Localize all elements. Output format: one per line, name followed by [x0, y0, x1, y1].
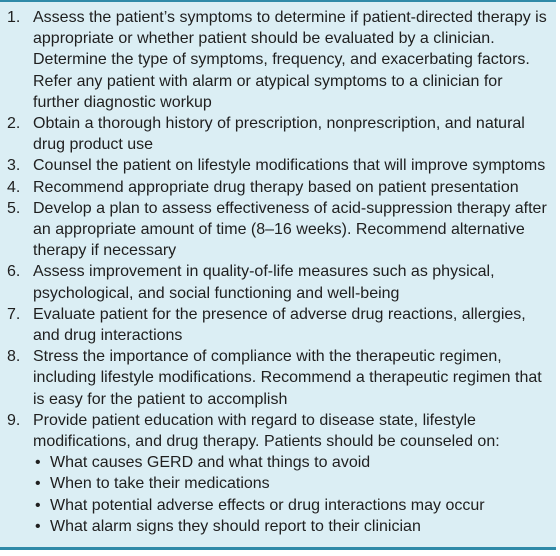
counseling-bullet-list: [33, 452, 550, 537]
step-text: Stress the importance of compliance with the therapeutic regimen, including lifestyle modifications. Recommend a therapeutic regimen that is easy for the patient to accomplish: [33, 348, 542, 408]
step-text: Provide patient education with regard to disease state, lifestyle modifications, and drug therapy. Patients should be counseled on:: [33, 411, 500, 451]
step-number: 7.: [7, 305, 21, 323]
step-number: 3.: [7, 157, 21, 175]
step-number: 5.: [7, 199, 21, 217]
step-item: [0, 7, 550, 113]
step-text: Recommend appropriate drug therapy based on patient presentation: [33, 178, 519, 196]
step-text: Assess improvement in quality-of-life measures such as physical, psychological, and social functioning and well-being: [33, 263, 495, 302]
step-text: Obtain a thorough history of prescription, nonprescription, and natural drug product use: [33, 115, 525, 154]
step-number: 8.: [7, 348, 21, 366]
step-item: [0, 410, 550, 537]
bullet-icon: •: [35, 517, 41, 535]
step-number: 1.: [7, 9, 21, 26]
bullet-icon: •: [35, 454, 41, 472]
bullet-text: What potential adverse effects or drug interactions may occur: [50, 496, 485, 514]
bullet-item: [33, 495, 550, 516]
step-item: [0, 346, 550, 410]
step-number: 4.: [7, 178, 21, 196]
bullet-text: When to take their medications: [50, 475, 270, 493]
step-text: Assess the patient’s symptoms to determine if patient-directed therapy is appropriate or whether patient should be evaluated by a clinician. Determine the type of symptoms, frequency, and exacerbating factors. Refer any patient with alarm or atypical symptoms to a clinician for further diagnostic workup: [33, 9, 547, 111]
bullet-text: What alarm signs they should report to their clinician: [50, 517, 421, 535]
step-item: [0, 155, 550, 176]
step-item: [0, 304, 550, 346]
bullet-item: [33, 473, 550, 494]
bullet-icon: •: [35, 496, 41, 514]
bullet-item: [33, 452, 550, 473]
step-text: Develop a plan to assess effectiveness of acid-suppression therapy after an appropriate amount of time (8–16 weeks). Recommend alternative therapy if necessary: [33, 199, 547, 260]
bullet-item: [33, 516, 550, 537]
step-list: [0, 2, 556, 537]
bullet-icon: •: [35, 475, 41, 493]
step-number: 9.: [7, 411, 21, 429]
step-item: [0, 198, 550, 262]
step-number: 2.: [7, 115, 21, 133]
bullet-text: What causes GERD and what things to avoid: [50, 454, 371, 472]
step-number: 6.: [7, 263, 21, 281]
step-item: [0, 177, 550, 198]
step-text: Evaluate patient for the presence of adverse drug reactions, allergies, and drug interactions: [33, 305, 526, 345]
step-item: [0, 261, 550, 303]
step-text: Counsel the patient on lifestyle modifications that will improve symptoms: [33, 157, 546, 175]
step-item: [0, 113, 550, 155]
